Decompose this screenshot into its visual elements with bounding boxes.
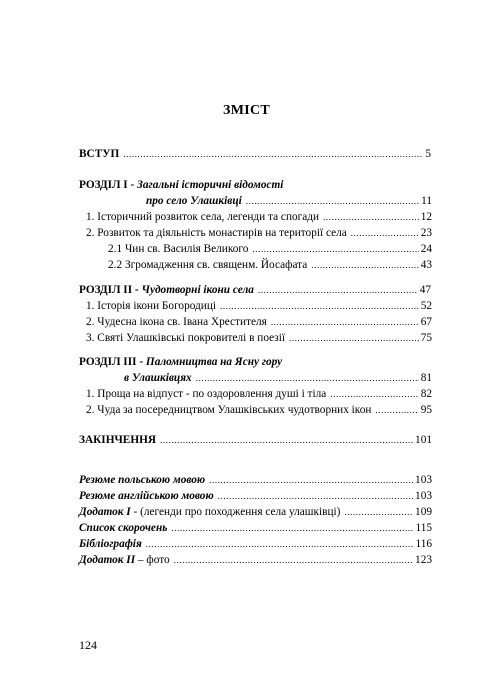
toc-entry-2-1[interactable] <box>86 300 432 312</box>
toc-leader-dots <box>160 435 413 445</box>
toc-leader-dots <box>146 539 414 549</box>
toc-entry-appendix-1[interactable] <box>79 506 432 518</box>
toc-entry-label: 2. Розвиток та діяльність монастирів на території села <box>86 227 347 239</box>
toc-entry-page: 5 <box>425 148 431 160</box>
toc-entry-page: 95 <box>420 404 432 416</box>
toc-entry-appendix-2[interactable] <box>79 554 432 566</box>
toc-entry-3-2[interactable] <box>86 404 432 416</box>
toc-entry-3-1[interactable] <box>86 388 432 400</box>
toc-entry-page: 47 <box>419 284 431 296</box>
toc-entry-page: 116 <box>415 538 432 550</box>
toc-leader-dots <box>196 373 419 383</box>
toc-entry-label: Бібліографія <box>79 538 142 550</box>
toc-leader-dots <box>330 389 418 399</box>
toc-entry-intro[interactable] <box>79 148 431 160</box>
toc-entry-label-rest: – фото <box>135 554 170 566</box>
chapter-title-cont: про село Улашківці <box>146 195 242 207</box>
toc-leader-dots <box>344 507 413 517</box>
toc-entry-label: 2.2 Згромадження св. священм. Йосафата <box>108 259 308 271</box>
chapter-title-cont: в Улашківцях <box>124 372 192 384</box>
toc-entry-label: 1. Історія ікони Богородиці <box>86 300 217 312</box>
toc-entry-bibliography[interactable] <box>79 538 432 550</box>
toc-leader-dots <box>289 333 419 343</box>
toc-entry-page: 103 <box>415 490 432 502</box>
toc-leader-dots <box>252 244 418 254</box>
toc-entry-2-3[interactable] <box>86 332 432 344</box>
chapter-prefix: РОЗДІЛ I - <box>79 179 138 191</box>
toc-chapter-3-heading[interactable] <box>79 356 282 368</box>
toc-entry-1-2-2[interactable] <box>108 259 432 271</box>
toc-chapter-3-line2[interactable] <box>124 372 432 384</box>
toc-entry-page: 67 <box>420 316 432 328</box>
toc-entry-1-1[interactable] <box>86 211 432 223</box>
toc-entry-abbreviations[interactable] <box>79 522 432 534</box>
toc-leader-dots <box>218 491 413 501</box>
toc-entry-page: 12 <box>420 211 432 223</box>
page-title: ЗМІСТ <box>223 103 270 118</box>
chapter-title: Паломництва на Ясну гору <box>145 356 283 368</box>
toc-entry-label: Додаток II <box>79 554 136 566</box>
toc-leader-dots <box>323 212 419 222</box>
toc-leader-dots <box>271 317 419 327</box>
toc-entry-label: 1. Історичний розвиток села, легенди та спогади <box>86 211 320 223</box>
page-number: 124 <box>79 638 97 652</box>
toc-entry-page: 115 <box>415 522 432 534</box>
toc-entry-page: 24 <box>420 243 432 255</box>
toc-entry-label: Додаток I <box>79 506 131 518</box>
toc-entry-label: Список скорочень <box>79 522 168 534</box>
toc-chapter-2-heading[interactable] <box>79 284 431 296</box>
chapter-title: Загальні історичні відомості <box>137 179 284 191</box>
toc-entry-page: 123 <box>415 554 432 566</box>
toc-entry-page: 81 <box>420 372 432 384</box>
chapter-prefix: РОЗДІЛ II - <box>79 284 142 296</box>
toc-chapter-1-line2[interactable] <box>146 195 432 207</box>
toc-entry-1-2[interactable] <box>86 227 432 239</box>
toc-entry-2-2[interactable] <box>86 316 432 328</box>
toc-leader-dots <box>258 285 418 295</box>
toc-chapter-1-heading[interactable] <box>79 179 283 191</box>
toc-entry-page: 103 <box>415 474 432 486</box>
chapter-prefix: РОЗДІЛ III - <box>79 356 146 368</box>
toc-leader-dots <box>311 260 418 270</box>
toc-entry-page: 23 <box>420 227 432 239</box>
toc-entry-label: ЗАКІНЧЕННЯ <box>79 434 157 446</box>
toc-leader-dots <box>209 475 413 485</box>
toc-entry-1-2-1[interactable] <box>108 243 432 255</box>
toc-leader-dots <box>351 228 419 238</box>
toc-entry-label-rest: - (легенди про походження села улашківці) <box>130 506 341 518</box>
chapter-title: Чудотворні ікони села <box>141 284 254 296</box>
toc-entry-label: Резюме польською мовою <box>79 474 206 486</box>
toc-entry-label: ВСТУП <box>79 148 120 160</box>
toc-entry-ending[interactable] <box>79 434 432 446</box>
toc-entry-page: 75 <box>420 332 432 344</box>
toc-leader-dots <box>123 149 423 159</box>
toc-leader-dots <box>246 196 419 206</box>
toc-entry-page: 109 <box>415 506 432 518</box>
toc-entry-page: 11 <box>421 195 432 207</box>
toc-entry-summary-polish[interactable] <box>79 474 432 486</box>
toc-entry-label: 2.1 Чин св. Василія Великого <box>108 243 249 255</box>
toc-entry-page: 43 <box>420 259 432 271</box>
toc-entry-summary-english[interactable] <box>79 490 432 502</box>
toc-entry-page: 101 <box>415 434 432 446</box>
toc-entry-page: 52 <box>420 300 432 312</box>
toc-leader-dots <box>171 523 413 533</box>
toc-entry-label: Резюме англійською мовою <box>79 490 214 502</box>
toc-entry-label: 1. Проща на відпуст - по оздоровлення душі і тіла <box>86 388 327 400</box>
toc-leader-dots <box>174 555 413 565</box>
toc-entry-page: 82 <box>420 388 432 400</box>
toc-entry-label: 3. Святі Улашківські покровителі в поезії <box>86 332 285 344</box>
toc-entry-label: 2. Чудесна ікона св. Івана Хрестителя <box>86 316 267 328</box>
toc-entry-label: 2. Чуда за посередництвом Улашківських чудотворних ікон <box>86 404 372 416</box>
toc-leader-dots <box>375 405 418 415</box>
toc-leader-dots <box>220 301 419 311</box>
